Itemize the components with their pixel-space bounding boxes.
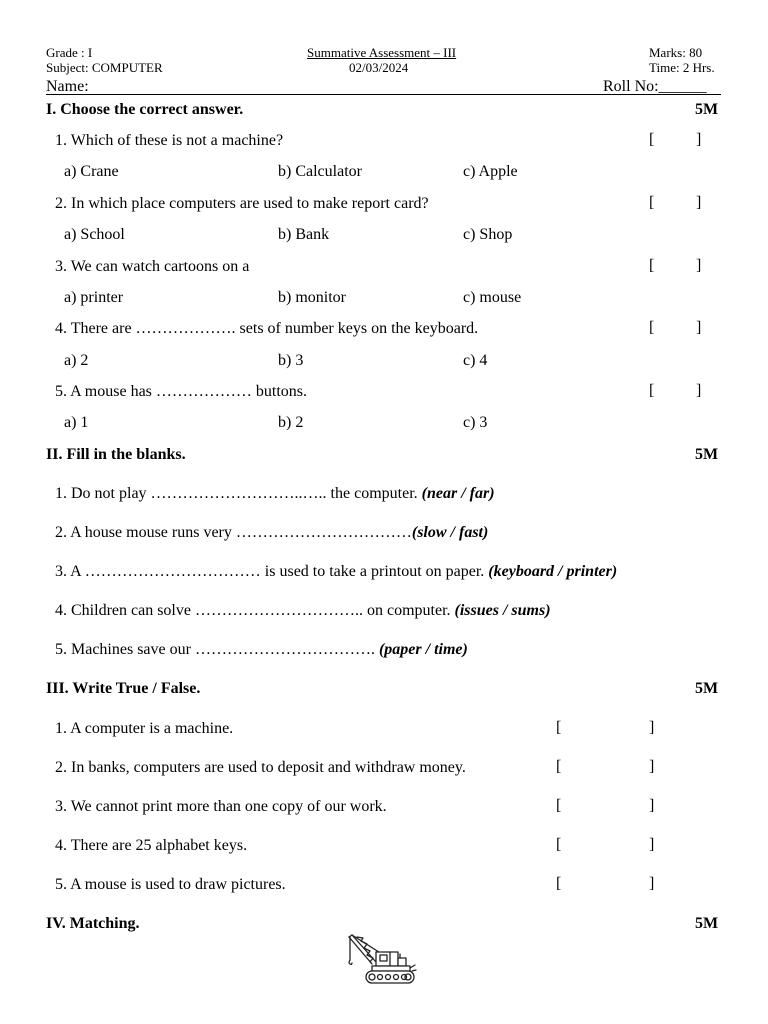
option-a: a) printer (64, 289, 124, 306)
answer-bracket-open: [ (649, 194, 655, 211)
answer-bracket-close: ] (649, 875, 655, 892)
true-false-text: 5. A mouse is used to draw pictures. (55, 876, 286, 893)
roll-no-blank: ______ (658, 78, 707, 95)
time-label: Time: 2 Hrs. (649, 60, 715, 75)
option-a: a) 1 (64, 414, 89, 431)
fill-blank-hint: (slow / fast) (411, 524, 489, 541)
exam-date: 02/03/2024 (349, 60, 409, 75)
option-a: a) 2 (64, 352, 89, 369)
section3-title: III. Write True / False. (46, 680, 201, 697)
fill-blank-hint: (keyboard / printer) (488, 563, 618, 580)
assessment-title: Summative Assessment – III (307, 45, 457, 60)
grade-label: Grade : I (46, 45, 93, 60)
answer-bracket-close: ] (649, 758, 655, 775)
question-text: 4. There are ………………. sets of number keys on the keyboard. (55, 320, 479, 337)
option-c: c) 4 (463, 352, 488, 369)
fill-blank-text: 4. Children can solve ………………………….. on computer. (55, 602, 455, 619)
answer-bracket-close: ] (696, 131, 702, 148)
answer-bracket-close: ] (696, 194, 702, 211)
option-b: b) monitor (278, 289, 346, 306)
fill-blank-item (55, 523, 488, 543)
fill-blank-item (55, 484, 495, 504)
fill-blank-text: 5. Machines save our ……………………………. (55, 641, 379, 658)
question-text: 3. We can watch cartoons on a (55, 258, 250, 275)
marks-label: Marks: 80 (649, 45, 703, 60)
answer-bracket-close: ] (696, 319, 702, 336)
option-c: c) Apple (463, 163, 518, 180)
true-false-text: 2. In banks, computers are used to deposit and withdraw money. (55, 759, 466, 776)
name-line (46, 94, 721, 95)
answer-bracket-close: ] (696, 382, 702, 399)
fill-blank-text: 3. A …………………………… is used to take a printout on paper. (55, 563, 489, 580)
answer-bracket-open: [ (556, 719, 562, 736)
answer-bracket-open: [ (649, 319, 655, 336)
crane-icon (342, 932, 418, 986)
true-false-text: 1. A computer is a machine. (55, 720, 234, 737)
fill-blank-hint: (paper / time) (378, 641, 468, 658)
answer-bracket-open: [ (649, 257, 655, 274)
question-text: 5. A mouse has ……………… buttons. (55, 383, 308, 400)
section2-marks: 5M (695, 446, 719, 463)
answer-bracket-open: [ (556, 797, 562, 814)
option-b: b) Bank (278, 226, 330, 243)
fill-blank-item (55, 601, 551, 621)
option-a: a) Crane (64, 163, 119, 180)
fill-blank-text: 2. A house mouse runs very …………………………… (55, 524, 412, 541)
answer-bracket-open: [ (649, 382, 655, 399)
answer-bracket-close: ] (649, 719, 655, 736)
true-false-text: 3. We cannot print more than one copy of our work. (55, 798, 387, 815)
fill-blank-hint: (issues / sums) (454, 602, 551, 619)
answer-bracket-close: ] (649, 797, 655, 814)
option-b: b) 3 (278, 352, 304, 369)
option-c: c) mouse (463, 289, 522, 306)
fill-blank-text: 1. Do not play ………………………..….. the computer. (55, 485, 422, 502)
option-c: c) 3 (463, 414, 488, 431)
fill-blank-item (55, 640, 468, 660)
section4-marks: 5M (695, 915, 719, 932)
true-false-text: 4. There are 25 alphabet keys. (55, 837, 248, 854)
option-a: a) School (64, 226, 125, 243)
fill-blank-hint: (near / far) (421, 485, 495, 502)
option-c: c) Shop (463, 226, 513, 243)
answer-bracket-close: ] (649, 836, 655, 853)
roll-no-label: Roll No:______ (603, 78, 707, 95)
section4-title: IV. Matching. (46, 915, 140, 932)
answer-bracket-open: [ (556, 836, 562, 853)
fill-blank-item (55, 562, 617, 582)
answer-bracket-close: ] (696, 257, 702, 274)
answer-bracket-open: [ (556, 875, 562, 892)
section1-title: I. Choose the correct answer. (46, 101, 244, 118)
section1-marks: 5M (695, 101, 719, 118)
answer-bracket-open: [ (556, 758, 562, 775)
option-b: b) Calculator (278, 163, 362, 180)
section3-marks: 5M (695, 680, 719, 697)
answer-bracket-open: [ (649, 131, 655, 148)
question-text: 2. In which place computers are used to make report card? (55, 195, 429, 212)
subject-label: Subject: COMPUTER (46, 60, 163, 75)
question-text: 1. Which of these is not a machine? (55, 132, 284, 149)
option-b: b) 2 (278, 414, 304, 431)
section2-title: II. Fill in the blanks. (46, 446, 186, 463)
name-label: Name: (46, 78, 89, 95)
